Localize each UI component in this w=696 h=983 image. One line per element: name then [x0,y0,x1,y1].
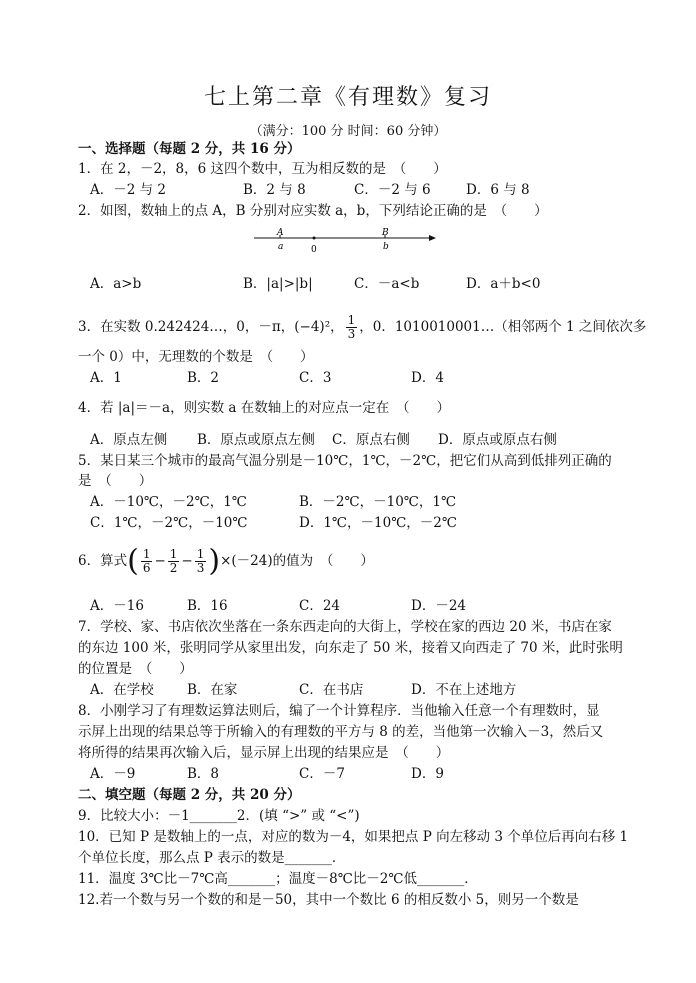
question-7-line-3: 的位置是 （ ） [78,661,193,677]
origin-label: 0 [311,245,317,255]
question-10-line-1: 10．已知 P 是数轴上的一点，对应的数为－4，如果把点 P 向左移动 3 个单位后再向右移 1 [78,829,629,845]
option-d: D．a＋b<0 [466,276,541,292]
question-1: 1．在 2，－2，8，6 这四个数中，互为相反数的是 （ ） [78,161,447,177]
option-c: C．在书店 [299,682,364,698]
option-c: C．－a<b [354,276,420,292]
option-d: D．9 [411,766,444,782]
option-b: B．|a|>|b| [243,276,313,292]
question-5-line-2: 是 （ ） [78,473,153,489]
question-9: 9．比较大小：－1_______2．(填 “>” 或 “<”) [78,808,360,824]
option-a: A．－16 [90,598,144,614]
question-3-line-2: 一个 0）中，无理数的个数是 （ ） [78,349,314,365]
option-c: C．1℃，－2℃，－10℃ [90,515,248,531]
question-4: 4．若 |a|＝－a，则实数 a 在数轴上的对应点一定在 （ ） [78,400,450,416]
fraction-one-third: $\frac{1}{3}$ [347,313,356,341]
option-c: C．24 [299,598,341,614]
question-8-line-2: 示屏上出现的结果总等于所输入的有理数的平方与 8 的差，当他第一次输入－3，然后又 [78,724,604,740]
question-8-line-1: 8．小刚学习了有理数运算法则后，编了一个计算程序．当他输入任意一个有理数时，显 [78,703,600,719]
option-a: A．－10℃，－2℃，1℃ [90,494,247,510]
option-a: A．1 [90,370,122,386]
option-b: B．原点或原点左侧 [197,432,315,448]
question-12: 12.若一个数与另一个数的和是－50，其中一个数比 6 的相反数小 5，则另一个数是 [78,892,579,908]
section-choice-heading: 一、选择题（每题 2 分，共 16 分） [78,141,301,157]
question-10-line-2: 个单位长度，那么点 P 表示的数是_______． [78,850,346,866]
question-6: 6．算式( $\frac{1}{6}$ − $\frac{1}{2}$ − $\frac{1}{3}$ )×(－24)的值为 （ ） [78,543,374,579]
option-a: A．－9 [90,766,136,782]
exam-info: （满分：100 分 时间：60 分钟） [249,124,447,139]
question-5-line-1: 5．某日某三个城市的最高气温分别是－10℃，1℃，－2℃，把它们从高到低排列正确的 [78,453,612,469]
question-11: 11．温度 3℃比－7℃高_______；温度－8℃比－2℃低_______． [78,871,478,887]
option-d: D．原点或原点右侧 [438,432,557,448]
option-d: D．不在上述地方 [411,682,517,698]
option-a: A．－2 与 2 [90,182,167,198]
option-b: B．2 与 8 [243,182,306,198]
option-d: D．6 与 8 [466,182,530,198]
option-b: B．在家 [187,682,238,698]
option-b: B．2 [187,370,220,386]
question-7-line-2: 的东边 100 米，张明同学从家里出发，向东走了 50 米，接着又向西走了 70 米，此时张明 [78,640,623,656]
question-3-line-1: 3．在实数 0.242424…，0，－π，(−4)²， $\frac{1}{3}$ ，0．1010010001…（相邻两个 1 之间依次多 [78,313,647,341]
option-c: C．－7 [299,766,345,782]
number-line-figure [250,226,440,256]
point-a-label: A [277,228,284,238]
question-7-line-1: 7．学校、家、书店依次坐落在一条东西走向的大街上，学校在家的西边 20 米，书店在家 [78,619,612,635]
question-2: 2．如图，数轴上的点 A，B 分别对应实数 a，b，下列结论正确的是 （ ） [78,203,548,219]
option-a: A．a>b [90,276,142,292]
option-b: B．－2℃，－10℃，1℃ [299,494,457,510]
option-b: B．16 [187,598,228,614]
option-c: C．3 [299,370,332,386]
question-8-line-3: 将所得的结果再次输入后，显示屏上出现的结果应是 （ ） [78,745,450,761]
option-c: C．原点右侧 [332,432,410,448]
option-d: D．－24 [411,598,467,614]
option-a: A．在学校 [90,682,154,698]
option-d: D．1℃，－10℃，－2℃ [299,515,457,531]
page-title: 七上第二章《有理数》复习 [203,85,492,110]
option-d: D．4 [411,370,444,386]
option-a: A．原点左侧 [90,432,168,448]
point-a-value: a [278,242,284,252]
section-fill-heading: 二、填空题（每题 2 分，共 20 分） [78,787,301,803]
option-c: C．－2 与 6 [354,182,431,198]
option-b: B．8 [187,766,220,782]
point-b-value: b [383,242,389,252]
point-b-label: B [382,228,389,238]
